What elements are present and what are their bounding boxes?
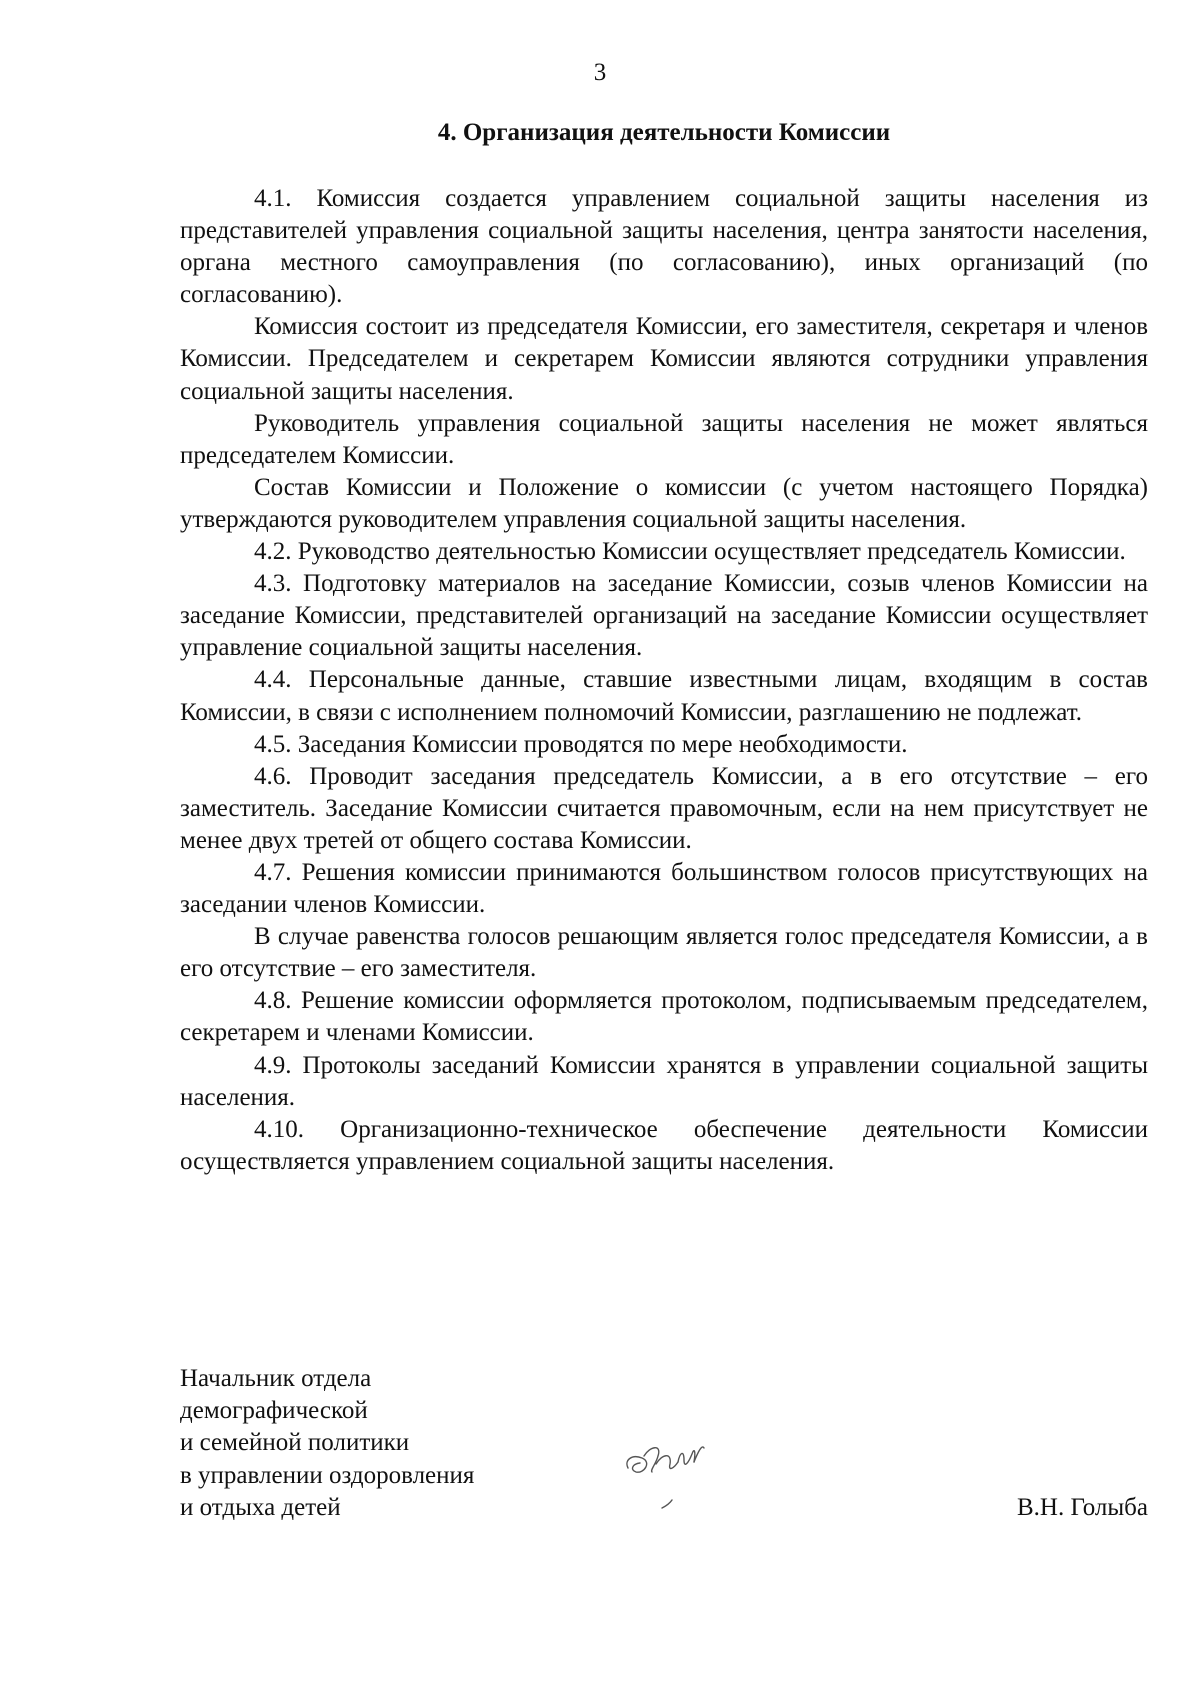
document-body xyxy=(180,183,1148,1178)
paragraph: В случае равенства голосов решающим является голос председателя Комиссии, а в его отсутствие – его заместителя. xyxy=(180,923,1148,983)
paragraph: 4.9. Протоколы заседаний Комиссии хранятся в управлении социальной защиты населения. xyxy=(180,1051,1148,1111)
paragraph: 4.10. Организационно-техническое обеспечение деятельности Комиссии осуществляется управлением социальной защиты населения. xyxy=(180,1115,1148,1175)
signatory-position xyxy=(180,1363,474,1524)
signatory-name: В.Н. Голыба xyxy=(1017,1494,1148,1521)
paragraph: 4.1. Комиссия создается управлением социальной защиты населения из представителей управления социальной защиты населения, центра занятости населения, органа местного самоуправления (по согласованию), иных организаций (по согласованию). xyxy=(180,185,1148,309)
paragraph: 4.8. Решение комиссии оформляется протоколом, подписываемым председателем, секретарем и членами Комиссии. xyxy=(180,987,1148,1047)
paragraph: 4.5. Заседания Комиссии проводятся по мере необходимости. xyxy=(254,730,908,758)
paragraph: 4.4. Персональные данные, ставшие известными лицам, входящим в состав Комиссии, в связи с исполнением полномочий Комиссии, разглашению не подлежат. xyxy=(180,666,1148,726)
paragraph: Руководитель управления социальной защиты населения не может являться председателем Комиссии. xyxy=(180,409,1148,469)
signatory-position-line: в управлении оздоровления xyxy=(180,1461,475,1489)
paragraph: Комиссия состоит из председателя Комиссии, его заместителя, секретаря и членов Комиссии. Председателем и секретарем Комиссии являются сотрудники управления социальной защиты населения. xyxy=(180,313,1148,405)
paragraph: 4.7. Решения комиссии принимаются большинством голосов присутствующих на заседании членов Комиссии. xyxy=(180,858,1148,919)
paragraph: 4.6. Проводит заседания председатель Комиссии, а в его отсутствие – его заместитель. Заседание Комиссии считается правомочным, если на нем присутствует не менее двух третей от общего состава Комиссии. xyxy=(180,762,1148,854)
paragraph: 4.2. Руководство деятельностью Комиссии осуществляет председатель Комиссии. xyxy=(254,538,1126,566)
signatory-position-line: Начальник отдела xyxy=(180,1365,372,1392)
signatory-position-line: и семейной политики xyxy=(180,1429,410,1457)
handwritten-signature-icon xyxy=(622,1438,742,1518)
paragraph: 4.3. Подготовку материалов на заседание Комиссии, созыв членов Комиссии на заседание Комиссии, представителей организаций на заседание Комиссии осуществляет управление социальной защиты населения. xyxy=(180,570,1148,662)
paragraph: Состав Комиссии и Положение о комиссии (с учетом настоящего Порядка) утверждаются руководителем управления социальной защиты населения. xyxy=(180,473,1148,533)
page-number: 3 xyxy=(593,59,607,86)
signatory-position-line: демографической xyxy=(180,1397,368,1425)
section-title: 4. Организация деятельности Комиссии xyxy=(437,119,891,146)
signatory-position-line: и отдыха детей xyxy=(180,1493,341,1521)
